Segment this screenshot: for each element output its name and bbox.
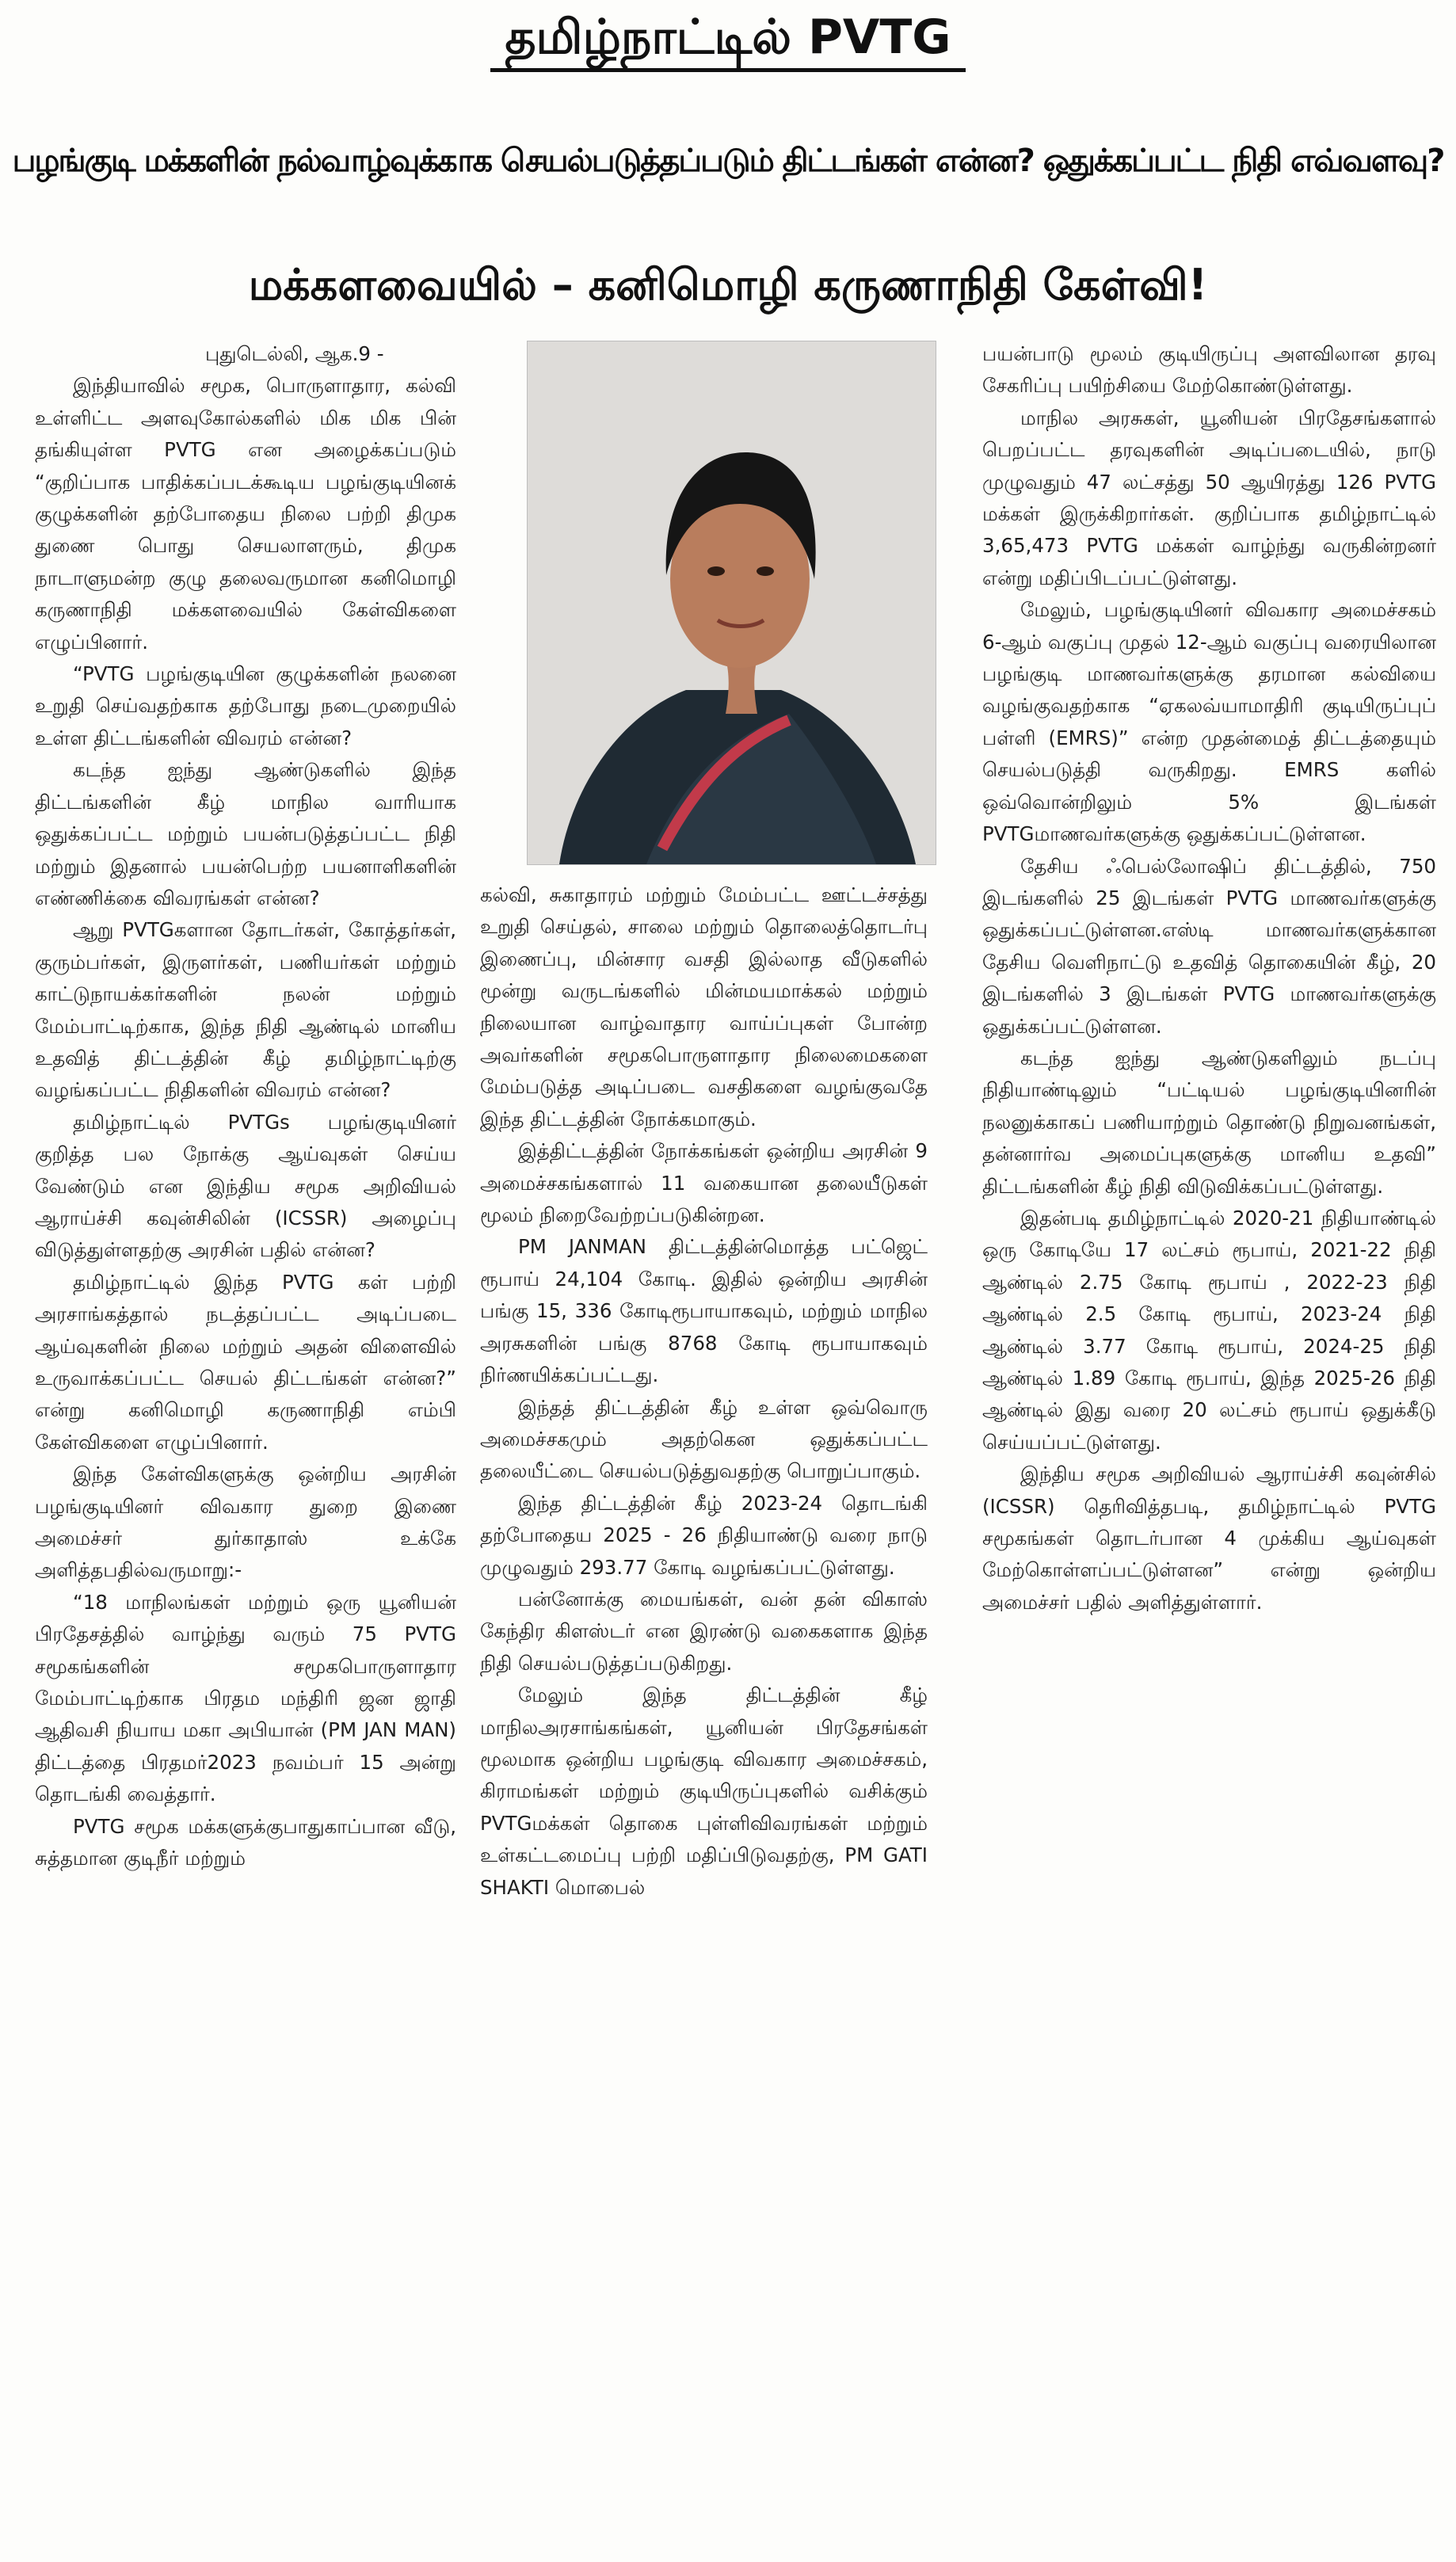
paragraph: “18 மாநிலங்கள் மற்றும் ஒரு யூனியன் பிரதேசத்தில் வாழ்ந்து வரும் 75 PVTG சமூகங்களின் சமூகபொருளாதார மேம்பாட்டிற்காக பிரதம மந்திரி ஜன ஜாதி ஆதிவசி நியாய மகா அபியான் (PM JAN MAN) திட்டத்தை பிரதமர்2023 நவம்பர் 15 அன்று தொடங்கி வைத்தார். xyxy=(35,1590,456,1806)
kicker: தமிழ்நாட்டில் PVTG xyxy=(490,6,965,72)
paragraph: ஆறு PVTGகளான தோடர்கள், கோத்தர்கள், குரும்பர்கள், இருளர்கள், பணியர்கள் மற்றும் காட்டுநாயக்கர்களின் நலன் மற்றும் மேம்பாட்டிற்காக, இந்த நிதி ஆண்டில் மானிய உதவித் திட்டத்தின் கீழ் தமிழ்நாட்டிற்கு வழங்கப்பட்ட நிதிகளின் விவரம் என்ன? xyxy=(35,918,456,1102)
paragraph: கடந்த ஐந்து ஆண்டுகளிலும் நடப்பு நிதியாண்டிலும் “பட்டியல் பழங்குடியினரின் நலனுக்காகப் பணியாற்றும் தொண்டு நிறுவனங்கள், தன்னார்வ அமைப்புகளுக்கு மானிய உதவி” திட்டங்களின் கீழ் நிதி விடுவிக்கப்பட்டுள்ளது. xyxy=(982,1046,1436,1198)
paragraph: தேசிய ஃபெல்லோஷிப் திட்டத்தில், 750 இடங்களில் 25 இடங்கள் PVTG மாணவர்களுக்கு ஒதுக்கப்பட்டுள்ளன.எஸ்டி மாணவர்களுக்கான தேசிய வெளிநாட்டு உதவித் தொகையின் கீழ், 20 இடங்களில் 3 இடங்கள் PVTG மாணவர்களுக்கு ஒதுக்கப்பட்டுள்ளன. xyxy=(982,854,1436,1038)
headline: பழங்குடி மக்களின் நல்வாழ்வுக்காக செயல்படுத்தப்படும் திட்டங்கள் என்ன? ஒதுக்கப்பட்ட நிதி எவ்வளவு? xyxy=(12,143,1444,179)
kicker-container xyxy=(0,0,1456,79)
paragraph: மாநில அரசுகள், யூனியன் பிரதேசங்களால் பெறப்பட்ட தரவுகளின் அடிப்படையில், நாடு முழுவதும் 47 லட்சத்து 50 ஆயிரத்து 126 PVTG மக்கள் இருக்கிறார்கள். குறிப்பாக தமிழ்நாட்டில் 3,65,473 PVTG மக்கள் வாழ்ந்து வருகின்றனர் என்று மதிப்பிடப்பட்டுள்ளது. xyxy=(982,406,1436,589)
paragraph: மேலும் இந்த திட்டத்தின் கீழ் மாநிலஅரசாங்கங்கள், யூனியன் பிரதேசங்கள் மூலமாக ஒன்றிய பழங்குடி விவகார அமைச்சகம், கிராமங்கள் மற்றும் குடியிருப்புகளில் வசிக்கும் PVTGமக்கள் தொகை புள்ளிவிவரங்கள் மற்றும் உள்கட்டமைப்பு பற்றி மதிப்பிடுவதற்கு, PM GATI SHAKTI மொபைல் xyxy=(480,1683,928,1899)
paragraph: பன்னோக்கு மையங்கள், வன் தன் விகாஸ் கேந்திர கிளஸ்டர் என இரண்டு வகைகளாக இந்த நிதி செயல்படுத்தப்படுகிறது. xyxy=(480,1587,928,1675)
paragraph: தமிழ்நாட்டில் இந்த PVTG கள் பற்றி அரசாங்கத்தால் நடத்தப்பட்ட அடிப்படை ஆய்வுகளின் நிலை மற்றும் அதன் விளைவில் உருவாக்கப்பட்ட செயல் திட்டங்கள் என்ன?” என்று கனிமொழி கருணாநிதி எம்பி கேள்விகளை எழுப்பினார். xyxy=(35,1270,456,1454)
article-column-3 xyxy=(982,338,1436,2552)
paragraph: மேலும், பழங்குடியினர் விவகார அமைச்சகம் 6-ஆம் வகுப்பு முதல் 12-ஆம் வகுப்பு வரையிலான பழங்குடி மாணவர்களுக்கு தரமான கல்வியை வழங்குவதற்காக “ஏகலவ்யாமாதிரி குடியிருப்புப் பள்ளி (EMRS)” என்ற முதன்மைத் திட்டத்தையும் செயல்படுத்தி வருகிறது. EMRS களில் ஒவ்வொன்றிலும் 5% இடங்கள் PVTGமாணவர்களுக்கு ஒதுக்கப்பட்டுள்ளன. xyxy=(982,598,1436,846)
portrait-photo xyxy=(527,341,936,865)
paragraph: கடந்த ஐந்து ஆண்டுகளில் இந்த திட்டங்களின் கீழ் மாநில வாரியாக ஒதுக்கப்பட்ட மற்றும் பயன்படுத்தப்பட்ட நிதி மற்றும் இதனால் பயன்பெற்ற பயனாளிகளின் எண்ணிக்கை விவரங்கள் என்ன? xyxy=(35,758,456,909)
paragraph: இதன்படி தமிழ்நாட்டில் 2020-21 நிதியாண்டில் ஒரு கோடியே 17 லட்சம் ரூபாய், 2021-22 நிதி ஆண்டில் 2.75 கோடி ரூபாய் , 2022-23 நிதி ஆண்டில் 2.5 கோடி ரூபாய், 2023-24 நிதி ஆண்டில் 3.77 கோடி ரூபாய், 2024-25 நிதி ஆண்டில் 1.89 கோடி ரூபாய், இந்த 2025-26 நிதி ஆண்டில் இது வரை 20 லட்சம் ரூபாய் ஒதுக்கீடு செய்யப்பட்டுள்ளது. xyxy=(982,1206,1436,1454)
article-column-1 xyxy=(35,338,456,2552)
dateline: புதுடெல்லி, ஆக.9 - xyxy=(205,342,384,365)
subhead: மக்களவையில் – கனிமொழி கருணாநிதி கேள்வி! xyxy=(248,260,1208,310)
paragraph: இந்த திட்டத்தின் கீழ் 2023-24 தொடங்கி தற்போதைய 2025 - 26 நிதியாண்டு வரை நாடு முழுவதும் 293.77 கோடி வழங்கப்பட்டுள்ளது. xyxy=(480,1491,928,1579)
paragraph: இந்தத் திட்டத்தின் கீழ் உள்ள ஒவ்வொரு அமைச்சகமும் அதற்கென ஒதுக்கப்பட்ட தலையீட்டை செயல்படுத்துவதற்கு பொறுப்பாகும். xyxy=(480,1395,928,1483)
portrait-photo-icon xyxy=(528,341,936,864)
paragraph: இந்திய சமூக அறிவியல் ஆராய்ச்சி கவுன்சில் (ICSSR) தெரிவித்தபடி, தமிழ்நாட்டில் PVTG சமூகங்கள் தொடர்பான 4 முக்கிய ஆய்வுகள் மேற்கொள்ளப்பட்டுள்ளன” என்று ஒன்றிய அமைச்சர் பதில் அளித்துள்ளார். xyxy=(982,1462,1436,1614)
paragraph: இத்திட்டத்தின் நோக்கங்கள் ஒன்றிய அரசின் 9 அமைச்சகங்களால் 11 வகையான தலையீடுகள் மூலம் நிறைவேற்றப்படுகின்றன. xyxy=(480,1139,928,1227)
paragraph: PM JANMAN திட்டத்தின்மொத்த பட்ஜெட் ரூபாய் 24,104 கோடி. இதில் ஒன்றிய அரசின் பங்கு 15, 336 கோடிரூபாயாகவும், மற்றும் மாநில அரசுகளின் பங்கு 8768 கோடி ரூபாயாகவும் நிர்ணயிக்கப்பட்டது. xyxy=(480,1235,928,1387)
paragraph: கல்வி, சுகாதாரம் மற்றும் மேம்பட்ட ஊட்டச்சத்து உறுதி செய்தல், சாலை மற்றும் தொலைத்தொடர்பு இணைப்பு, மின்சார வசதி இல்லாத வீடுகளில் மூன்று வருடங்களில் மின்மயமாக்கல் மற்றும் நிலையான வாழ்வாதார வாய்ப்புகள் போன்ற அவர்களின் சமூகபொருளாதார நிலைமைகளை மேம்படுத்த அடிப்படை வசதிகளை வழங்குவதே இந்த திட்டத்தின் நோக்கமாகும். xyxy=(480,883,928,1130)
paragraph: PVTG சமூக மக்களுக்குபாதுகாப்பான வீடு, சுத்தமான குடிநீர் மற்றும் xyxy=(35,1814,456,1870)
paragraph: “PVTG பழங்குடியின குழுக்களின் நலனை உறுதி செய்வதற்காக தற்போது நடைமுறையில் உள்ள திட்டங்களின் விவரம் என்ன? xyxy=(35,662,456,749)
paragraph: தமிழ்நாட்டில் PVTGs பழங்குடியினர் குறித்த பல நோக்கு ஆய்வுகள் செய்ய வேண்டும் என இந்திய சமூக அறிவியல் ஆராய்ச்சி கவுன்சிலின் (ICSSR) அழைப்பு விடுத்துள்ளதற்கு அரசின் பதில் என்ன? xyxy=(35,1110,456,1262)
paragraph: இந்தியாவில் சமூக, பொருளாதார, கல்வி உள்ளிட்ட அளவுகோல்களில் மிக மிக பின் தங்கியுள்ள PVTG என அழைக்கப்படும் “குறிப்பாக பாதிக்கப்படக்கூடிய பழங்குடியினக் குழுக்களின் தற்போதைய நிலை பற்றி திமுக துணை பொது செயலாளரும், திமுக நாடாளுமன்ற குழு தலைவருமான கனிமொழி கருணாநிதி மக்களவையில் கேள்விகளை எழுப்பினார். xyxy=(35,374,456,654)
paragraph: இந்த கேள்விகளுக்கு ஒன்றிய அரசின் பழங்குடியினர் விவகார துறை இணை அமைச்சர் துர்காதாஸ் உக்கே அளித்தபதில்வருமாறு:- xyxy=(35,1462,456,1582)
paragraph: பயன்பாடு மூலம் குடியிருப்பு அளவிலான தரவு சேகரிப்பு பயிற்சியை மேற்கொண்டுள்ளது. xyxy=(982,342,1436,398)
article-column-2 xyxy=(480,879,928,2552)
